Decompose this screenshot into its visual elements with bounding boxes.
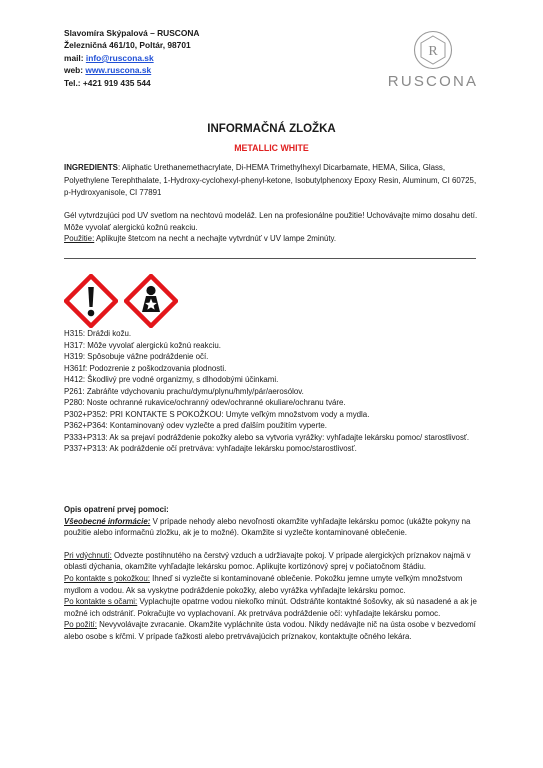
usage-line [64,233,478,245]
exclamation-mark-icon [64,274,118,328]
hazard-statement: H317: Môže vyvolať alergickú kožnú reakciu. [64,340,221,350]
hazard-statement: H361f: Podozrenie z poškodzovania plodnosti. [64,363,227,373]
spacer [64,539,478,550]
first-aid-eyes [64,596,478,619]
company-phone: Tel.: +421 919 435 544 [64,77,151,88]
first-aid-skin [64,573,478,596]
precaution-statement: P261: Zabráňte vdychovaniu prachu/dymu/plynu/hmly/pár/aerosólov. [64,386,304,396]
first-aid-ingestion [64,619,478,642]
skin-label: Po kontakte s pokožkou: [64,573,150,583]
web-link[interactable]: www.ruscona.sk [85,65,152,76]
precaution-statement: P280: Noste ochranné rukavice/ochranný odev/ochranné okuliare/ochranu tváre. [64,398,346,407]
precaution-statement: P302+P352: PRI KONTAKTE S POKOŽKOU: Umyte veľkým množstvom vody a mydla. [64,409,370,419]
ingestion-label: Po požití: [64,620,97,630]
logo-text: RUSCONA [387,73,479,90]
hazard-statement: H412: Škodlivý pre vodné organizmy, s dlhodobými účinkami. [64,375,279,384]
inhalation-label: Pri vdýchnutí: [64,550,112,560]
ruscona-logo [383,30,483,90]
general-text: V prípade nehody alebo nevoľnosti okamžite vyhľadajte lekársku pomoc (ukážte pokyny na použitie alebo informačnú zložku, ak je to možné). Okamžite si vyzlečte kontaminované oblečenie. [64,516,471,538]
company-name: Slavomíra Skýpalová – RUSCONA [64,28,200,38]
warning-text: Gél vytvrdzujúci pod UV svetlom na nechtovú modeláž. Len na profesionálne použitie! Uchovávajte mimo dosahu detí. Môže vyvolať alergickú kožnú reakciu. [64,211,478,232]
section-divider [64,258,476,259]
mail-link[interactable]: info@ruscona.sk [85,52,154,63]
precaution-statement: P333+P313: Ak sa prejaví podráždenie pokožky alebo sa vytvoria vyrážky: vyhľadajte lekársku pomoc/ starostlivosť. [64,432,470,442]
mail-label: mail: [64,52,84,63]
warning-block [64,210,478,245]
inhalation-text: Odvezte postihnutého na čerstvý vzduch a udržiavajte pokoj. V prípade alergických príznakov najmä v oblasti dýchania, okamžite vyhľadajte lekársku pomoc. Aplikujte kortizónový sprej v počiatočnom štádiu. [64,550,471,572]
precaution-statement: P362+P364: Kontaminovaný odev vyzlečte a pred ďalším použitím vyperte. [64,421,327,430]
hazard-statement: H315: Dráždi kožu. [64,329,132,338]
ingredients-text: : Aliphatic Urethanemethacrylate, Di-HEMA Trimethylhexyl Dicarbamate, HEMA, Silica, Glass, Polyethylene Terephthalate, 1-Hydroxy-cyclohexyl-phenyl-ketone, Isobutylphenoxy Epoxy Resin, Aluminum, CI 60725, p-Hydroxyanisole, CI 77891 [64,163,477,198]
skin-text: Ihneď si vyzlečte si kontaminované oblečenie. Pokožku jemne umyte veľkým množstvom mydlom a vodou. Ak sa vyskytne podráždenie pokožky, alebo vyrážka vyhľadajte lekársku pomoc. [64,573,463,595]
company-address: Železničná 461/10, Poltár, 98701 [64,40,191,51]
document-title: INFORMAČNÁ ZLOŽKA [207,123,336,135]
precaution-statement: P337+P313: Ak podráždenie očí pretrváva: vyhľadajte lekársku pomoc/starostlivosť. [64,444,357,453]
health-hazard-icon [124,274,178,328]
usage-text: Aplikujte štetcom na necht a nechajte vytvrdnúť v UV lampe 2minúty. [94,234,337,244]
ingestion-text: Nevyvolávajte zvracanie. Okamžite vypláchnite ústa vodou. Nikdy nedávajte nič na ústa osobe v bezvedomí alebo osobe s kŕčmi. V prípade ťažkosti alebo pretrvávajúcich príznakov, kontaktujte očného lekára. [64,620,476,641]
general-label: Všeobecné informácie: [64,516,151,526]
company-mail [64,52,199,64]
first-aid-inhalation [64,550,478,573]
company-web [64,64,199,76]
eyes-label: Po kontakte s očami: [64,597,138,607]
hazard-statements [64,328,478,455]
ingredients-paragraph [64,162,478,200]
first-aid-heading: Opis opatrení prvej pomoci: [64,505,169,514]
company-info [64,27,199,89]
hazard-statement: H319: Spôsobuje vážne podráždenie očí. [64,352,209,361]
logo-emblem-icon [413,30,453,70]
first-aid-section [64,504,478,643]
product-name: METALLIC WHITE [234,143,309,153]
logo-letter: R [428,44,438,59]
web-label: web: [64,65,84,76]
eyes-text: Vyplachujte opatrne vodou niekoľko minút. Odstráňte kontaktné šošovky, ak sú nasadené a ak je možné ich odstrániť. Pokračujte vo vyplachovaní. Ak pretrváva podráždenie očí: vyhľadajte lekársku pomoc. [64,597,477,618]
ingredients-label: INGREDIENTS [64,163,118,172]
usage-label: Použitie: [64,234,95,244]
first-aid-general [64,516,478,539]
